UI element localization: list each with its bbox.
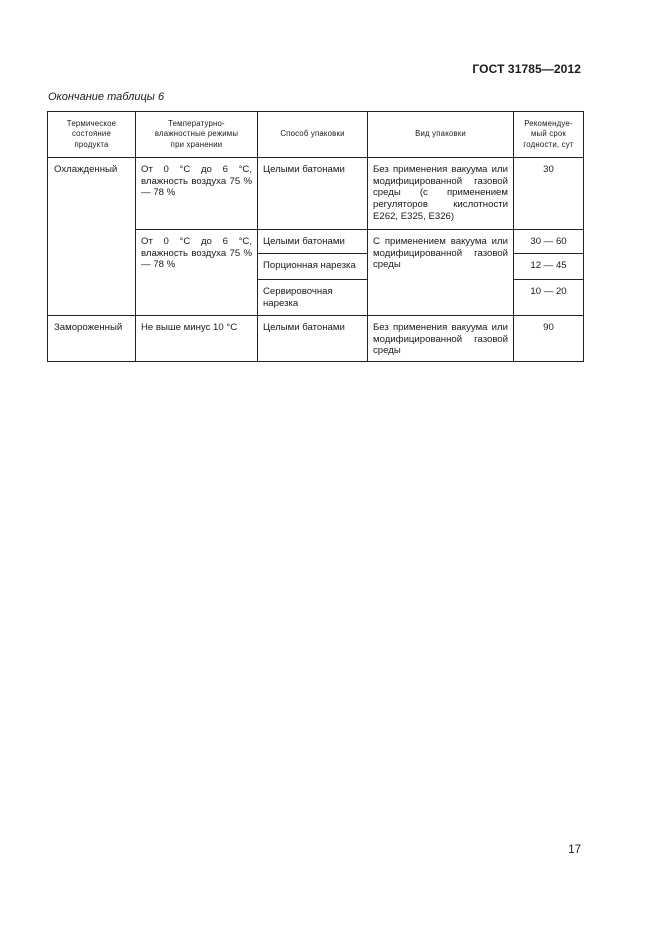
page-number: 17 bbox=[568, 844, 581, 856]
cell-shelf-life bbox=[514, 316, 584, 362]
header-shelf-life bbox=[514, 112, 584, 158]
cell-packing-method bbox=[258, 158, 368, 230]
header-line: состояние bbox=[71, 129, 112, 139]
table-row bbox=[48, 316, 584, 362]
cell-storage-conditions bbox=[136, 316, 258, 362]
cell-text: 90 bbox=[543, 322, 554, 333]
shelf-life-table bbox=[47, 111, 584, 362]
header-line: Способ упаковки bbox=[280, 129, 345, 139]
table-caption: Окончание таблицы 6 bbox=[48, 91, 165, 103]
cell-storage-conditions bbox=[136, 158, 258, 230]
header-storage-conditions bbox=[136, 112, 258, 158]
header-thermal-state bbox=[48, 112, 136, 158]
cell-text: Порционная нарезка bbox=[263, 260, 356, 271]
cell-text: Не выше минус 10 °С bbox=[141, 322, 238, 333]
header-line: Температурно- bbox=[168, 118, 225, 128]
cell-text: 30 bbox=[543, 164, 554, 175]
table-header-row bbox=[48, 112, 584, 158]
cell-text: Без применения вакуума или модифицированной газовой среды (с применением регуляторов кислотности Е262, Е325, Е326) bbox=[373, 164, 508, 222]
cell-text: С применением вакуума или модифицированной газовой среды bbox=[373, 236, 508, 271]
header-line: при хранении bbox=[170, 139, 223, 149]
header-line: мый срок bbox=[530, 129, 567, 139]
cell-text: Целыми батонами bbox=[263, 236, 345, 247]
header-line: годности, сут bbox=[523, 139, 574, 149]
cell-packing-method bbox=[258, 280, 368, 316]
cell-text: Целыми батонами bbox=[263, 164, 345, 175]
header-line: продукта bbox=[74, 139, 109, 149]
cell-shelf-life bbox=[514, 230, 584, 254]
cell-packing-type bbox=[368, 230, 514, 316]
cell-text: Замороженный bbox=[54, 322, 123, 333]
cell-packing-method bbox=[258, 254, 368, 280]
cell-packing-method bbox=[258, 230, 368, 254]
cell-packing-type bbox=[368, 316, 514, 362]
cell-text: Без применения вакуума или модифицированной газовой среды bbox=[373, 322, 508, 357]
cell-storage-conditions bbox=[136, 230, 258, 316]
cell-shelf-life bbox=[514, 280, 584, 316]
cell-shelf-life bbox=[514, 158, 584, 230]
header-line: влажностные режимы bbox=[154, 129, 239, 139]
cell-text: От 0 °С до 6 °С, влажность воздуха 75 % — 78 % bbox=[141, 236, 252, 271]
cell-thermal-state bbox=[48, 158, 136, 316]
cell-text: От 0 °С до 6 °С, влажность воздуха 75 % — 78 % bbox=[141, 164, 252, 199]
table-row bbox=[48, 158, 584, 230]
cell-text: 12 — 45 bbox=[530, 260, 567, 271]
standard-number: ГОСТ 31785—2012 bbox=[472, 62, 581, 76]
header-packing-method bbox=[258, 112, 368, 158]
cell-text: Сервировочная нарезка bbox=[263, 286, 333, 309]
header-line: Рекомендуе- bbox=[524, 118, 573, 128]
header-packing-type bbox=[368, 112, 514, 158]
cell-text: Целыми батонами bbox=[263, 322, 345, 333]
cell-shelf-life bbox=[514, 254, 584, 280]
cell-text: 30 — 60 bbox=[530, 236, 567, 247]
cell-packing-type bbox=[368, 158, 514, 230]
cell-text: Охлажденный bbox=[54, 164, 118, 175]
header-line: Вид упаковки bbox=[415, 129, 466, 139]
cell-packing-method bbox=[258, 316, 368, 362]
cell-thermal-state bbox=[48, 316, 136, 362]
header-line: Термическое bbox=[66, 118, 117, 128]
cell-text: 10 — 20 bbox=[530, 286, 567, 297]
